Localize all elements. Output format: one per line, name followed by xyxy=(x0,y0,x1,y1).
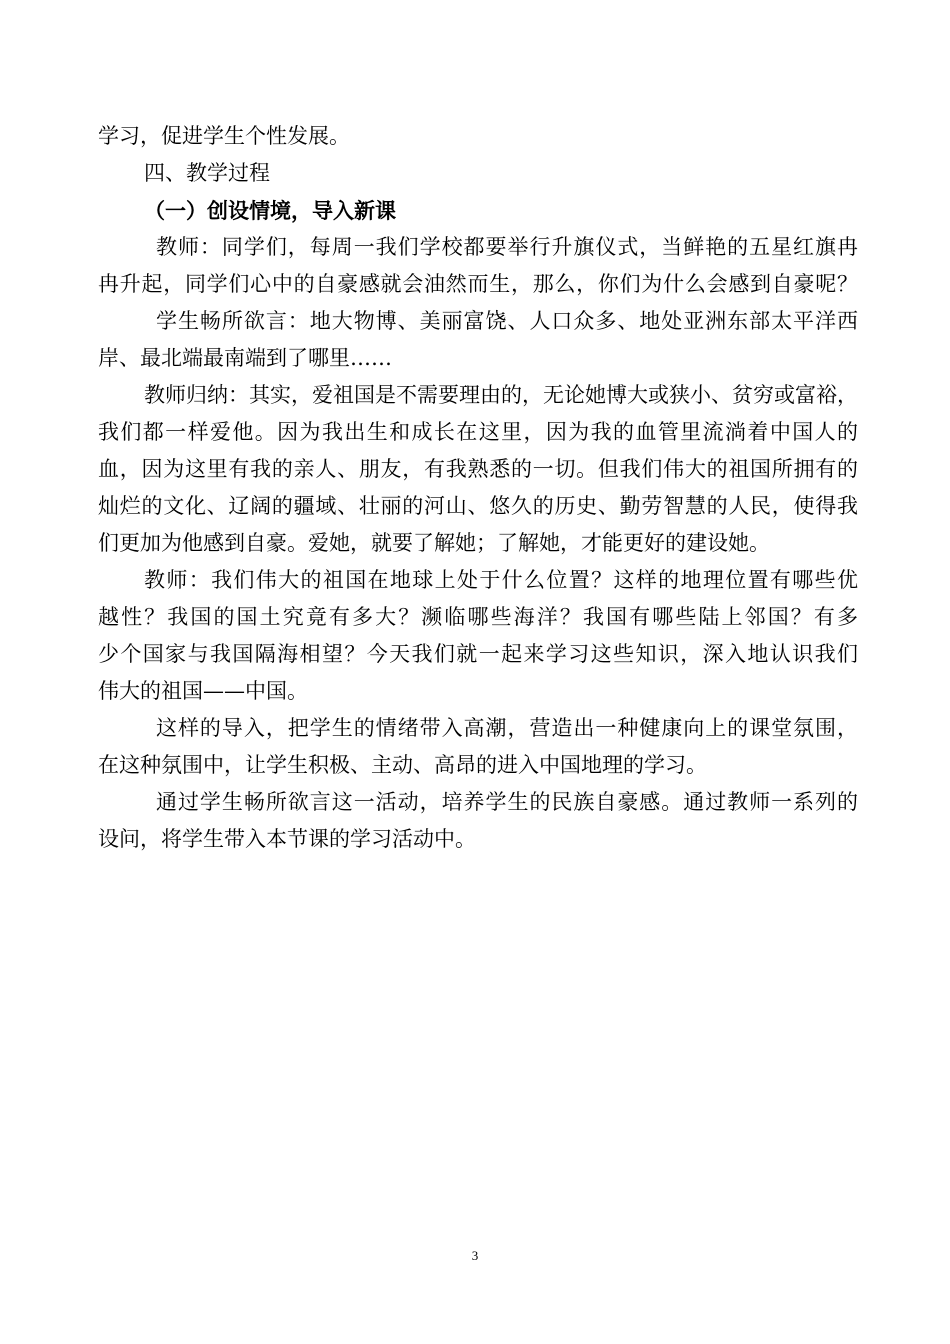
paragraph-line: 血，因为这里有我的亲人、朋友，有我熟悉的一切。但我们伟大的祖国所拥有的 xyxy=(98,457,858,481)
paragraph-line: 我们都一样爱他。因为我出生和成长在这里，因为我的血管里流淌着中国人的 xyxy=(98,420,858,444)
paragraph-line: 们更加为他感到自豪。爱她，就要了解她；了解她，才能更好的建设她。 xyxy=(98,531,770,555)
paragraph-line: 教师归纳：其实，爱祖国是不需要理由的，无论她博大或狭小、贫穷或富裕， xyxy=(144,383,858,407)
section-heading: 四、教学过程 xyxy=(144,161,270,185)
paragraph-line: 设问，将学生带入本节课的学习活动中。 xyxy=(98,827,476,851)
subsection-heading: （一）创设情境，导入新课 xyxy=(144,198,396,223)
paragraph-line: 伟大的祖国——中国。 xyxy=(98,679,308,703)
document-body xyxy=(98,118,858,858)
paragraph-line: 这样的导入，把学生的情绪带入高潮，营造出一种健康向上的课堂氛围， xyxy=(156,716,858,740)
paragraph-line: 教师：我们伟大的祖国在地球上处于什么位置？这样的地理位置有哪些优 xyxy=(144,568,858,592)
paragraph-line: 少个国家与我国隔海相望？今天我们就一起来学习这些知识，深入地认识我们 xyxy=(98,642,858,666)
page-number: 3 xyxy=(471,1248,479,1263)
paragraph-line: 通过学生畅所欲言这一活动，培养学生的民族自豪感。通过教师一系列的 xyxy=(156,790,858,814)
paragraph-line: 教师：同学们，每周一我们学校都要举行升旗仪式，当鲜艳的五星红旗冉 xyxy=(156,235,858,259)
paragraph-line: 学习，促进学生个性发展。 xyxy=(98,124,350,148)
paragraph-line: 学生畅所欲言：地大物博、美丽富饶、人口众多、地处亚洲东部太平洋西 xyxy=(156,309,858,333)
paragraph-line: 冉升起，同学们心中的自豪感就会油然而生，那么，你们为什么会感到自豪呢？ xyxy=(98,272,858,296)
paragraph-line: 岸、最北端最南端到了哪里…… xyxy=(98,346,392,370)
paragraph-line: 越性？我国的国土究竟有多大？濒临哪些海洋？我国有哪些陆上邻国？有多 xyxy=(98,605,858,629)
paragraph-line: 在这种氛围中，让学生积极、主动、高昂的进入中国地理的学习。 xyxy=(98,753,707,777)
paragraph-line: 灿烂的文化、辽阔的疆域、壮丽的河山、悠久的历史、勤劳智慧的人民，使得我 xyxy=(98,494,858,518)
